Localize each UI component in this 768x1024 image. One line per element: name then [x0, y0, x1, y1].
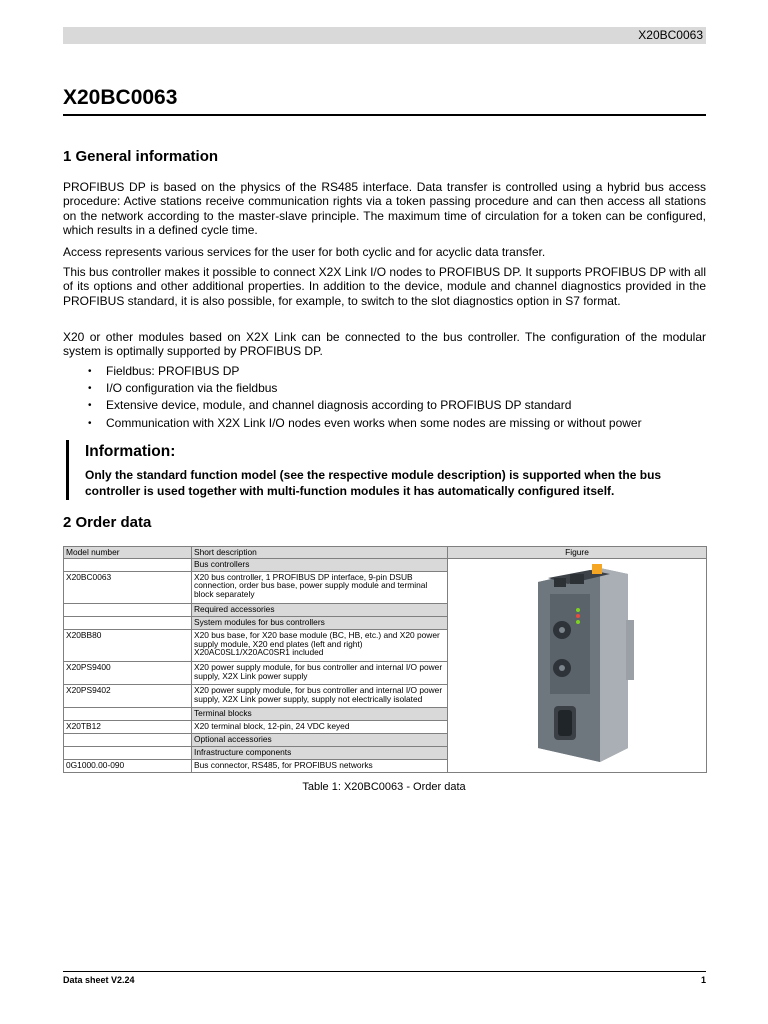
paragraph-1: PROFIBUS DP is based on the physics of the RS485 interface. Data transfer is controlled using a hybrid bus access procedure: Active stations receive communication rights via a token passing procedure and can then access all stations on the network according to the master-slave principle. The maximum time of circulation for a token can be configured, which results in a defined cycle time.: [63, 180, 706, 237]
header-bar: [63, 27, 706, 44]
short-description: X20 power supply module, for bus controller and internal I/O power supply, X2X Link power supply, supply not electrically isolated: [192, 685, 448, 708]
page-number: 1: [700, 975, 706, 985]
information-heading: Information:: [85, 443, 176, 460]
page-title: X20BC0063: [63, 86, 178, 109]
feature-list: [88, 363, 642, 432]
short-description: X20 bus base, for X20 base module (BC, HB, etc.) and X20 power supply module, X20 end plates (left and right) X20AC0SL1/X20AC0SR1 included: [192, 630, 448, 662]
model-number: 0G1000.00-090: [64, 760, 192, 773]
table-row: [64, 558, 707, 571]
column-header: Figure: [448, 547, 707, 559]
list-item: • Extensive device, module, and channel diagnosis according to PROFIBUS DP standard: [88, 397, 642, 414]
information-text: Only the standard function model (see the respective module description) is supported when the bus controller is used together with multi-function modules it has automatically configured itself.: [85, 468, 662, 498]
short-description: Bus connector, RS485, for PROFIBUS networks: [192, 760, 448, 773]
paragraph-4: X20 or other modules based on X2X Link can be connected to the bus controller. The configuration of the modular system is optimally supported by PROFIBUS DP.: [63, 330, 706, 359]
group-label: Bus controllers: [192, 558, 448, 571]
footer-rule: [63, 971, 706, 972]
footer-doc-version: Data sheet V2.24: [63, 975, 135, 985]
model-number: X20TB12: [64, 720, 192, 733]
list-item: • I/O configuration via the fieldbus: [88, 380, 642, 397]
list-item: • Communication with X2X Link I/O nodes even works when some nodes are missing or without power: [88, 415, 642, 432]
section-1-heading: 1 General information: [63, 148, 219, 165]
section-2-heading: 2 Order data: [63, 514, 152, 531]
group-label: System modules for bus controllers: [192, 617, 448, 630]
model-number: X20PS9402: [64, 685, 192, 708]
model-number: X20PS9400: [64, 662, 192, 685]
model-number: X20BC0063: [64, 571, 192, 603]
group-label: Optional accessories: [192, 733, 448, 746]
group-label: Required accessories: [192, 604, 448, 617]
group-label: Terminal blocks: [192, 707, 448, 720]
group-label: Infrastructure components: [192, 747, 448, 760]
model-number: X20BB80: [64, 630, 192, 662]
list-item: • Fieldbus: PROFIBUS DP: [88, 363, 642, 380]
title-rule: [63, 114, 706, 116]
short-description: X20 power supply module, for bus controller and internal I/O power supply, X2X Link power supply: [192, 662, 448, 685]
table-caption: Table 1: X20BC0063 - Order data: [302, 781, 466, 793]
bus-controller-module-image: [450, 560, 704, 770]
table-header-row: [64, 547, 707, 559]
header-doc-id: X20BC0063: [638, 28, 703, 42]
order-data-table: [63, 546, 707, 773]
short-description: X20 terminal block, 12-pin, 24 VDC keyed: [192, 720, 448, 733]
paragraph-2: Access represents various services for the user for both cyclic and for acyclic data transfer.: [63, 245, 546, 259]
column-header: Model number: [64, 547, 192, 559]
short-description: X20 bus controller, 1 PROFIBUS DP interface, 9-pin DSUB connection, order bus base, power supply module and terminal block separately: [192, 571, 448, 603]
figure-cell: [448, 558, 707, 773]
information-bar: [66, 440, 69, 500]
column-header: Short description: [192, 547, 448, 559]
paragraph-3: This bus controller makes it possible to connect X2X Link I/O nodes to PROFIBUS DP. It supports PROFIBUS DP with all of its options and other additional properties. In addition to the device, module and channel diagnostics provided in the PROFIBUS standard, it is also possible, for example, to switch to the slot diagnostics option in S7 format.: [63, 265, 706, 308]
